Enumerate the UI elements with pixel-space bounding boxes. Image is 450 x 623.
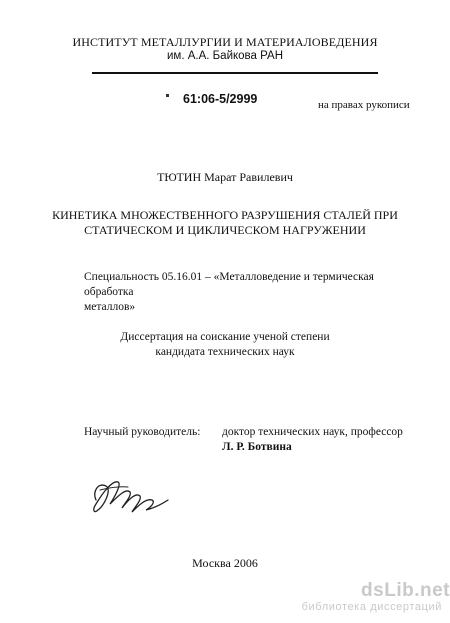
document-code: 61:06-5/2999 (183, 92, 258, 106)
header-rule (92, 72, 378, 74)
watermark-main: dsLib.net (361, 580, 450, 601)
city-year: Москва 2006 (192, 556, 258, 570)
supervisor-name: Л. Р. Ботвина (222, 441, 292, 453)
specialty (84, 270, 402, 315)
institute-name: ИНСТИТУТ МЕТАЛЛУРГИИ И МАТЕРИАЛОВЕДЕНИЯ (72, 35, 378, 49)
scan-speck (166, 94, 169, 97)
specialty-line-1: Специальность 05.16.01 – «Металловедение и термическая обработка (84, 271, 374, 298)
title-line-2: СТАТИЧЕСКОМ И ЦИКЛИЧЕСКОМ НАГРУЖЕНИИ (84, 223, 366, 237)
degree-statement (0, 330, 450, 360)
title-line-1: КИНЕТИКА МНОЖЕСТВЕННОГО РАЗРУШЕНИЯ СТАЛЕЙ ПРИ (52, 208, 398, 222)
specialty-line-2: металлов» (84, 301, 136, 313)
degree-line-1: Диссертация на соискание ученой степени (120, 331, 330, 343)
supervisor-title: доктор технических наук, профессор (222, 426, 403, 438)
author-name: ТЮТИН Марат Равилевич (157, 170, 293, 184)
signature-image (88, 470, 173, 520)
institute-subtitle: им. А.А. Байкова РАН (166, 50, 284, 62)
degree-line-2: кандидата технических наук (155, 346, 295, 358)
watermark-sub: библиотека диссертаций (301, 601, 442, 613)
rights-note: на правах рукописи (318, 99, 410, 111)
watermark-logo (290, 580, 450, 613)
dissertation-title (0, 208, 450, 238)
supervisor-label: Научный руководитель: (84, 426, 201, 438)
